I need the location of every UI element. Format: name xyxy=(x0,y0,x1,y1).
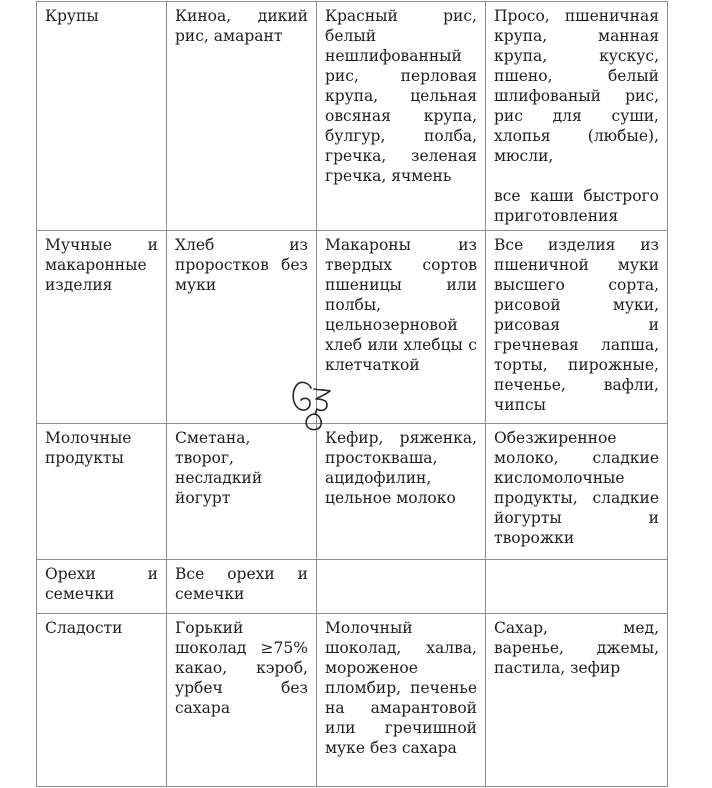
cell-limited xyxy=(317,614,486,787)
cell-text: Сладости xyxy=(45,619,123,637)
cell-limited xyxy=(317,2,486,231)
cell-text: Крупы xyxy=(45,7,99,25)
cell-allowed xyxy=(167,231,317,424)
cell-forbidden xyxy=(486,560,668,614)
cell-forbidden xyxy=(486,2,668,231)
cell-text: Сметана, творог, несладкий йогурт xyxy=(175,429,263,507)
cell-text: Макароны из твердых сортов пшеницы или полбы, цельнозерновой хлеб или хлебцы с клетчаткой xyxy=(325,236,477,374)
food-categories-table xyxy=(36,1,668,787)
cell-text: Киноа, дикий рис, амарант xyxy=(175,7,308,45)
cell-allowed xyxy=(167,2,317,231)
cell-text: Красный рис, белый нешлифованный рис, перловая крупа, цельная овсяная крупа, булгур, полба, гречка, зеленая гречка, ячмень xyxy=(325,7,477,185)
table-row xyxy=(37,231,668,424)
cell-category xyxy=(37,614,167,787)
cell-forbidden xyxy=(486,231,668,424)
table-row xyxy=(37,614,668,787)
cell-text: Молочные продукты xyxy=(45,429,132,467)
cell-text: Все изделия из пшеничной муки высшего сорта, рисовой муки, рисовая и гречневая лапша, торты, пирожные, печенье, вафли, чипсы xyxy=(494,236,659,414)
cell-text: Все орехи и семечки xyxy=(175,565,308,603)
cell-text: Мучные и макаронные изделия xyxy=(45,236,158,294)
cell-text: Обезжиренное молоко, сладкие кисломолочные продукты, сладкие йогурты и творожки xyxy=(494,429,659,547)
cell-allowed xyxy=(167,424,317,560)
cell-text: Сахар, мед, варенье, джемы, пастила, зефир xyxy=(494,619,659,677)
cell-category xyxy=(37,560,167,614)
cell-limited xyxy=(317,560,486,614)
cell-category xyxy=(37,424,167,560)
cell-text: Просо, пшеничная крупа, манная крупа, кускус, пшено, белый шлифованый рис, рис для суши, хлопья (любые), мюсли, xyxy=(494,7,659,165)
cell-text: Горький шоколад ≥75% какао, кэроб, урбеч без сахара xyxy=(175,619,308,717)
cell-category xyxy=(37,231,167,424)
table-row xyxy=(37,424,668,560)
cell-allowed xyxy=(167,614,317,787)
cell-allowed xyxy=(167,560,317,614)
cell-category xyxy=(37,2,167,231)
cell-text: Хлеб из проростков без муки xyxy=(175,236,308,294)
cell-text: Кефир, ряженка, простокваша, ацидофилин, цельное молоко xyxy=(325,429,477,507)
table-row xyxy=(37,2,668,231)
cell-text: Молочный шоколад, халва, мороженое пломбир, печенье на амарантовой или гречишной муке без сахара xyxy=(325,619,477,757)
cell-limited xyxy=(317,424,486,560)
cell-text: все каши быстрого приготовления xyxy=(494,187,659,225)
cell-text: Орехи и семечки xyxy=(45,565,158,603)
cell-forbidden xyxy=(486,424,668,560)
cell-limited xyxy=(317,231,486,424)
table-row xyxy=(37,560,668,614)
cell-forbidden xyxy=(486,614,668,787)
